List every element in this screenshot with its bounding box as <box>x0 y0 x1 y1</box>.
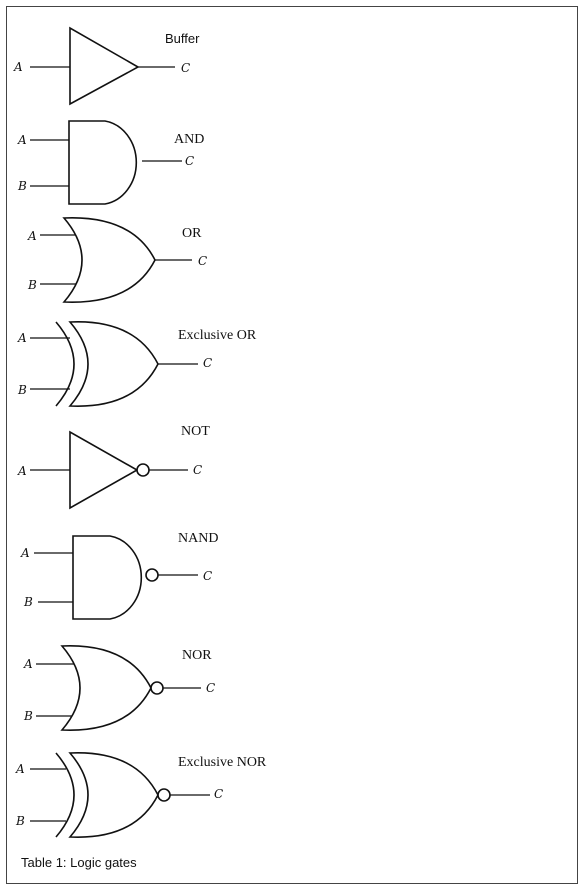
nand-inversion-bubble <box>146 569 158 581</box>
xnor-extra-curve <box>56 753 74 837</box>
buffer-title: Buffer <box>165 31 200 46</box>
nor-symbol <box>62 646 151 730</box>
and-input-a-label: A <box>18 133 27 147</box>
and-input-b-label: B <box>18 179 27 193</box>
nor-input-a-label: A <box>24 657 33 671</box>
xor-extra-curve <box>56 322 74 406</box>
not-symbol <box>70 432 137 508</box>
nor-inversion-bubble <box>151 682 163 694</box>
or-title: OR <box>182 226 202 241</box>
xor-gate <box>17 322 257 406</box>
not-title: NOT <box>181 424 210 439</box>
nand-input-b-label: B <box>24 595 33 609</box>
xnor-output-label: C <box>214 787 224 801</box>
buffer-symbol <box>70 28 138 104</box>
xor-output-label: C <box>203 356 213 370</box>
xnor-input-b-label: B <box>16 814 25 828</box>
and-output-label: C <box>185 154 195 168</box>
xor-symbol <box>70 322 158 406</box>
nand-output-label: C <box>203 569 213 583</box>
nor-output-label: C <box>206 681 216 695</box>
xnor-input-a-label: A <box>16 762 25 776</box>
xor-input-a-label: A <box>18 331 27 345</box>
nor-title: NOR <box>182 648 212 663</box>
nand-title: NAND <box>178 531 219 546</box>
buffer-input-a-label: A <box>14 60 23 74</box>
xnor-gate <box>15 753 267 837</box>
and-gate <box>17 121 204 204</box>
buffer-output-label: C <box>181 61 191 75</box>
xor-input-b-label: B <box>18 383 27 397</box>
and-symbol <box>69 121 136 204</box>
nand-input-a-label: A <box>21 546 30 560</box>
or-output-label: C <box>198 254 208 268</box>
xnor-title: Exclusive NOR <box>178 755 267 770</box>
not-inversion-bubble <box>137 464 149 476</box>
xnor-inversion-bubble <box>158 789 170 801</box>
or-input-a-label: A <box>28 229 37 243</box>
and-title: AND <box>174 132 205 147</box>
or-input-b-label: B <box>28 278 37 292</box>
not-gate <box>17 424 210 508</box>
nor-gate <box>23 646 215 730</box>
buffer-gate <box>13 28 200 104</box>
nor-input-b-label: B <box>24 709 33 723</box>
xnor-symbol <box>70 753 158 837</box>
figure-caption: Table 1: Logic gates <box>21 855 137 870</box>
not-output-label: C <box>193 463 203 477</box>
or-symbol <box>64 218 155 302</box>
xor-title: Exclusive OR <box>178 328 257 343</box>
or-gate <box>27 218 207 302</box>
nand-gate <box>20 531 218 619</box>
not-input-a-label: A <box>18 464 27 478</box>
nand-symbol <box>73 536 141 619</box>
